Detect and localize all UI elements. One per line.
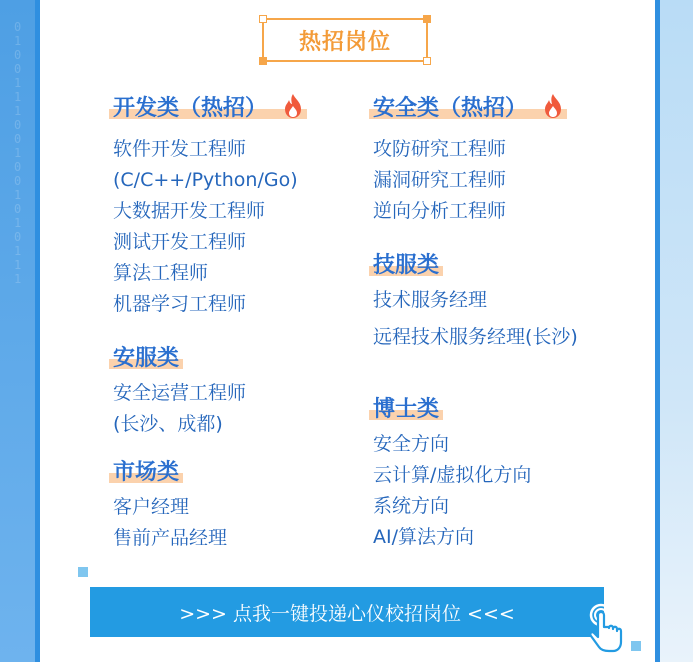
page-title: 热招岗位 [298,29,391,55]
background-right-panel [655,0,693,662]
pointer-hand-icon [585,603,625,655]
job-item[interactable]: 售前产品经理 [113,527,228,549]
job-item[interactable]: 远程技术服务经理(长沙) [373,326,578,348]
job-item[interactable]: 软件开发工程师 [113,138,247,160]
category-title: 技服类 [373,253,440,278]
job-item[interactable]: 云计算/虚拟化方向 [373,464,532,486]
job-item[interactable]: 漏洞研究工程师 [373,169,507,191]
flame-icon [283,93,303,119]
flame-icon [543,93,563,119]
frame-corner [259,15,267,23]
category-tech-service [373,249,439,283]
category-security-service [113,342,179,376]
right-column [373,92,578,553]
category-phd [373,393,439,427]
category-title: 安全类（热招） [373,96,528,121]
job-item[interactable]: 安全方向 [373,433,450,455]
job-item[interactable]: 算法工程师 [113,262,209,284]
category-dev [113,92,303,126]
category-title: 开发类（热招） [113,96,268,121]
frame-corner [259,57,267,65]
left-column [113,92,303,554]
job-item[interactable]: 系统方向 [373,495,450,517]
category-title: 博士类 [373,397,440,422]
apply-button[interactable] [90,587,604,637]
job-item[interactable]: 大数据开发工程师 [113,200,266,222]
job-item[interactable]: 测试开发工程师 [113,231,247,253]
decorative-square [78,567,88,577]
job-item[interactable]: 客户经理 [113,496,190,518]
title-frame [262,18,428,62]
category-title: 市场类 [113,460,180,485]
job-item[interactable]: 安全运营工程师 [113,382,247,404]
category-security [373,92,563,126]
job-item[interactable]: 技术服务经理 [373,289,488,311]
category-title: 安服类 [113,346,180,371]
category-market [113,456,179,490]
background-left-panel [0,0,40,662]
apply-button-label: >>> 点我一键投递心仪校招岗位 <<< [179,602,515,625]
decorative-square [631,641,641,651]
job-item[interactable]: (C/C++/Python/Go) [113,169,298,191]
job-item[interactable]: 逆向分析工程师 [373,200,507,222]
frame-corner [423,15,431,23]
background-watermark: 0100111001001010111 [14,20,22,286]
job-item[interactable]: (长沙、成都) [113,413,223,435]
job-item[interactable]: 机器学习工程师 [113,293,247,315]
frame-corner [423,57,431,65]
job-item[interactable]: 攻防研究工程师 [373,138,507,160]
job-item[interactable]: AI/算法方向 [373,526,475,548]
